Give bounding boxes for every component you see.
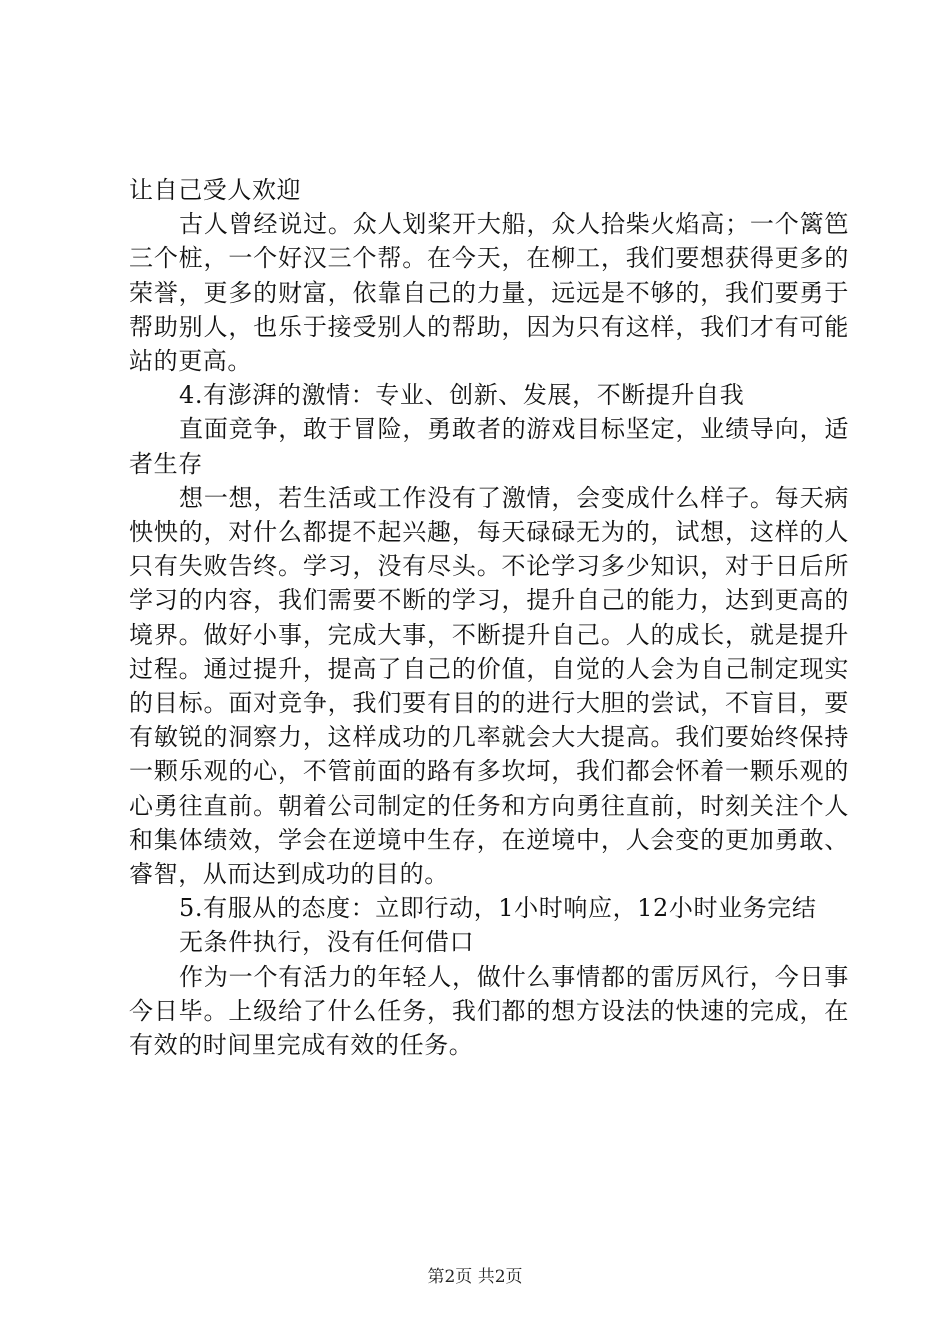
body-paragraph: 作为一个有活力的年轻人，做什么事情都的雷厉风行，今日事今日毕。上级给了什么任务，我们都的想方设法的快速的完成，在有效的时间里完成有效的任务。 — [129, 962, 849, 1060]
numbered-heading: 4.有澎湃的激情：专业、创新、发展，不断提升自我 — [179, 381, 745, 410]
body-paragraph: 古人曾经说过。众人划桨开大船，众人拾柴火焰高；一个篱笆三个桩，一个好汉三个帮。在今天，在柳工，我们要想获得更多的荣誉，更多的财富，依靠自己的力量，远远是不够的，我们要勇于帮助别人，也乐于接受别人的帮助，因为只有这样，我们才有可能站的更高。 — [129, 210, 849, 376]
page-footer — [0, 1262, 950, 1287]
body-paragraph: 无条件执行，没有任何借口 — [179, 928, 475, 957]
numbered-heading: 5.有服从的态度：立即行动，1小时响应，12小时业务完结 — [179, 894, 817, 923]
document-body — [129, 173, 849, 1062]
body-paragraph: 直面竞争，敢于冒险，勇敢者的游戏目标坚定，业绩导向，适者生存 — [129, 415, 849, 478]
body-paragraph: 想一想，若生活或工作没有了激情，会变成什么样子。每天病怏怏的，对什么都提不起兴趣，每天碌碌无为的，试想，这样的人只有失败告终。学习，没有尽头。不论学习多少知识，对于日后所学习的内容，我们需要不断的学习，提升自己的能力，达到更高的境界。做好小事，完成大事，不断提升自己。人的成长，就是提升过程。通过提升，提高了自己的价值，自觉的人会为自己制定现实的目标。面对竞争，我们要有目的的进行大胆的尝试，不盲目，要有敏锐的洞察力，这样成功的几率就会大大提高。我们要始终保持一颗乐观的心，不管前面的路有多坎坷，我们都会怀着一颗乐观的心勇往直前。朝着公司制定的任务和方向勇往直前，时刻关注个人和集体绩效，学会在逆境中生存，在逆境中，人会变的更加勇敢、睿智，从而达到成功的目的。 — [129, 483, 849, 889]
section-heading: 让自己受人欢迎 — [129, 176, 302, 204]
page-number-label: 第2页 共2页 — [427, 1267, 523, 1287]
